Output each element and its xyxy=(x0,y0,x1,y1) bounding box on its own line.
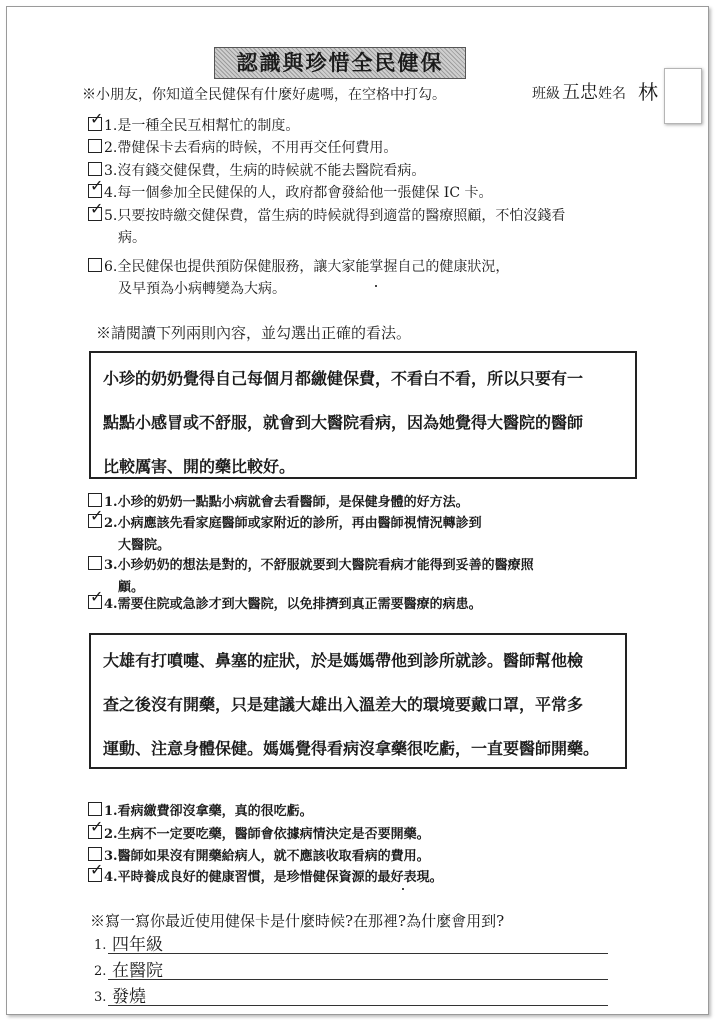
item-number: 2. xyxy=(104,140,118,156)
checklist-item xyxy=(88,137,397,159)
answer-number: 1. xyxy=(94,938,107,953)
checkbox[interactable] xyxy=(88,258,102,272)
checklist-item xyxy=(88,860,443,889)
item-text: 小病應該先看家庭醫師或家附近的診所，再由醫師視情況轉診到 xyxy=(117,516,482,531)
item-number: 1. xyxy=(104,495,118,510)
item-number: 4. xyxy=(104,597,118,612)
checkbox[interactable] xyxy=(88,556,102,570)
redaction-sticker xyxy=(664,68,702,124)
item-text: 小珍奶奶的想法是對的，不舒服就要到大醫院看病才能得到妥善的醫療照 xyxy=(117,558,534,573)
check-mark-icon: ✓ xyxy=(90,817,104,836)
name-label: 姓名 xyxy=(598,86,626,102)
item-number: 4. xyxy=(104,185,118,201)
checklist-item xyxy=(88,176,493,204)
name-value-handwritten: 林 xyxy=(638,80,658,104)
item-number: 3. xyxy=(104,558,118,573)
scan-speck xyxy=(402,888,404,890)
check-mark-icon: ✓ xyxy=(90,506,104,525)
item-number: 2. xyxy=(104,516,118,531)
answer-rule xyxy=(108,953,608,954)
item-text: 醫師如果沒有開藥給病人，就不應該收取看病的費用。 xyxy=(117,849,430,864)
item-number: 1. xyxy=(104,118,118,134)
checklist-item xyxy=(88,109,300,137)
checklist-item xyxy=(88,256,509,300)
passage-line: 運動、注意身體保健。媽媽覺得看病沒拿藥很吃虧，一直要醫師開藥。 xyxy=(103,739,600,758)
check-mark-icon: ✓ xyxy=(90,176,104,195)
item-number: 3. xyxy=(104,163,118,179)
answer-number: 2. xyxy=(94,964,107,979)
item-text: 生病不一定要吃藥，醫師會依據病情決定是否要開藥。 xyxy=(117,827,430,842)
checkbox[interactable] xyxy=(88,176,104,198)
worksheet-title: 認識與珍惜全民健保 xyxy=(214,47,466,79)
passage-line: 大雄有打噴嚏、鼻塞的症狀，於是媽媽帶他到診所就診。醫師幫他檢 xyxy=(103,651,584,670)
checklist-item xyxy=(88,199,566,249)
checkbox[interactable] xyxy=(88,493,102,507)
answer-rule xyxy=(108,979,608,980)
item-number: 1. xyxy=(104,804,118,819)
item-text: 看病繳費卻沒拿藥，真的很吃虧。 xyxy=(117,804,313,819)
checklist-item xyxy=(88,492,469,514)
passage-line: 查之後沒有開藥，只是建議大雄出入溫差大的環境要戴口罩，平常多 xyxy=(103,695,584,714)
passage-line: 小珍的奶奶覺得自己每個月都繳健保費，不看白不看，所以只要有一 xyxy=(103,369,584,388)
item-text-continued: 大醫院。 xyxy=(118,538,171,553)
item-number: 6. xyxy=(104,259,118,275)
item-text: 平時養成良好的健康習慣，是珍惜健保資源的最好表現。 xyxy=(117,870,443,885)
item-text: 沒有錢交健保費，生病的時候就不能去醫院看病。 xyxy=(117,163,426,179)
checkbox[interactable] xyxy=(88,860,104,882)
checkbox[interactable] xyxy=(88,587,104,609)
item-text-continued: 病。 xyxy=(118,230,146,246)
passage-daxiong xyxy=(89,633,627,769)
checklist-item xyxy=(88,846,430,868)
item-text: 每一個參加全民健保的人，政府都會發給他一張健保 IC 卡。 xyxy=(117,185,493,201)
item-number: 2. xyxy=(104,827,118,842)
answer-handwritten: 四年級 xyxy=(112,935,163,955)
item-number: 4. xyxy=(104,870,118,885)
checkbox[interactable] xyxy=(88,506,104,528)
answer-rule xyxy=(108,1005,608,1006)
section3-question: ※寫一寫你最近使用健保卡是什麼時候?在那裡?為什麼會用到? xyxy=(90,912,505,930)
class-label: 班級 xyxy=(532,86,560,102)
item-text: 只要按時繳交健保費，當生病的時候就得到適當的醫療照顧，不怕沒錢看 xyxy=(117,208,566,224)
intro-instruction: ※小朋友，你知道全民健保有什麼好處嗎，在空格中打勾。 xyxy=(82,87,446,103)
answer-handwritten: 發燒 xyxy=(112,987,146,1007)
item-text: 是一種全民互相幫忙的制度。 xyxy=(117,118,300,134)
checkbox[interactable] xyxy=(88,802,102,816)
checklist-item xyxy=(88,817,430,846)
passage-grandma xyxy=(89,351,637,479)
check-mark-icon: ✓ xyxy=(90,109,104,128)
checklist-item xyxy=(88,160,425,182)
checklist-item xyxy=(88,555,534,599)
item-text-continued: 顧。 xyxy=(118,580,145,595)
checklist-item xyxy=(88,587,482,616)
checkbox[interactable] xyxy=(88,847,102,861)
check-mark-icon: ✓ xyxy=(90,199,104,218)
item-number: 5. xyxy=(104,208,118,224)
item-text: 帶健保卡去看病的時候，不用再交任何費用。 xyxy=(117,140,398,156)
section2-heading: ※請閱讀下列兩則內容，並勾選出正確的看法。 xyxy=(96,324,412,342)
scan-speck xyxy=(375,285,377,287)
item-text: 需要住院或急診才到大醫院，以免排擠到真正需要醫療的病患。 xyxy=(117,597,482,612)
item-text-continued: 及早預為小病轉變為大病。 xyxy=(118,281,286,297)
checkbox[interactable] xyxy=(88,817,104,839)
checkbox[interactable] xyxy=(88,199,104,221)
item-text: 小珍的奶奶一點點小病就會去看醫師，是保健身體的好方法。 xyxy=(117,495,469,510)
class-value-handwritten: 五忠 xyxy=(562,82,598,103)
passage-line: 比較厲害、開的藥比較好。 xyxy=(103,457,296,476)
answer-line-3[interactable] xyxy=(94,987,146,1007)
checkbox[interactable] xyxy=(88,139,102,153)
answer-line-1[interactable] xyxy=(94,935,163,955)
check-mark-icon: ✓ xyxy=(90,860,104,879)
passage-line: 點點小感冒或不舒服，就會到大醫院看病，因為她覺得大醫院的醫師 xyxy=(103,413,584,432)
answer-handwritten: 在醫院 xyxy=(112,961,163,981)
checklist-item xyxy=(88,801,313,823)
checklist-item xyxy=(88,506,482,557)
answer-number: 3. xyxy=(94,990,107,1005)
answer-line-2[interactable] xyxy=(94,961,163,981)
checkbox[interactable] xyxy=(88,109,104,131)
check-mark-icon: ✓ xyxy=(90,587,104,606)
item-number: 3. xyxy=(104,849,118,864)
checkbox[interactable] xyxy=(88,162,102,176)
item-text: 全民健保也提供預防保健服務，讓大家能掌握自己的健康狀況， xyxy=(117,259,510,275)
